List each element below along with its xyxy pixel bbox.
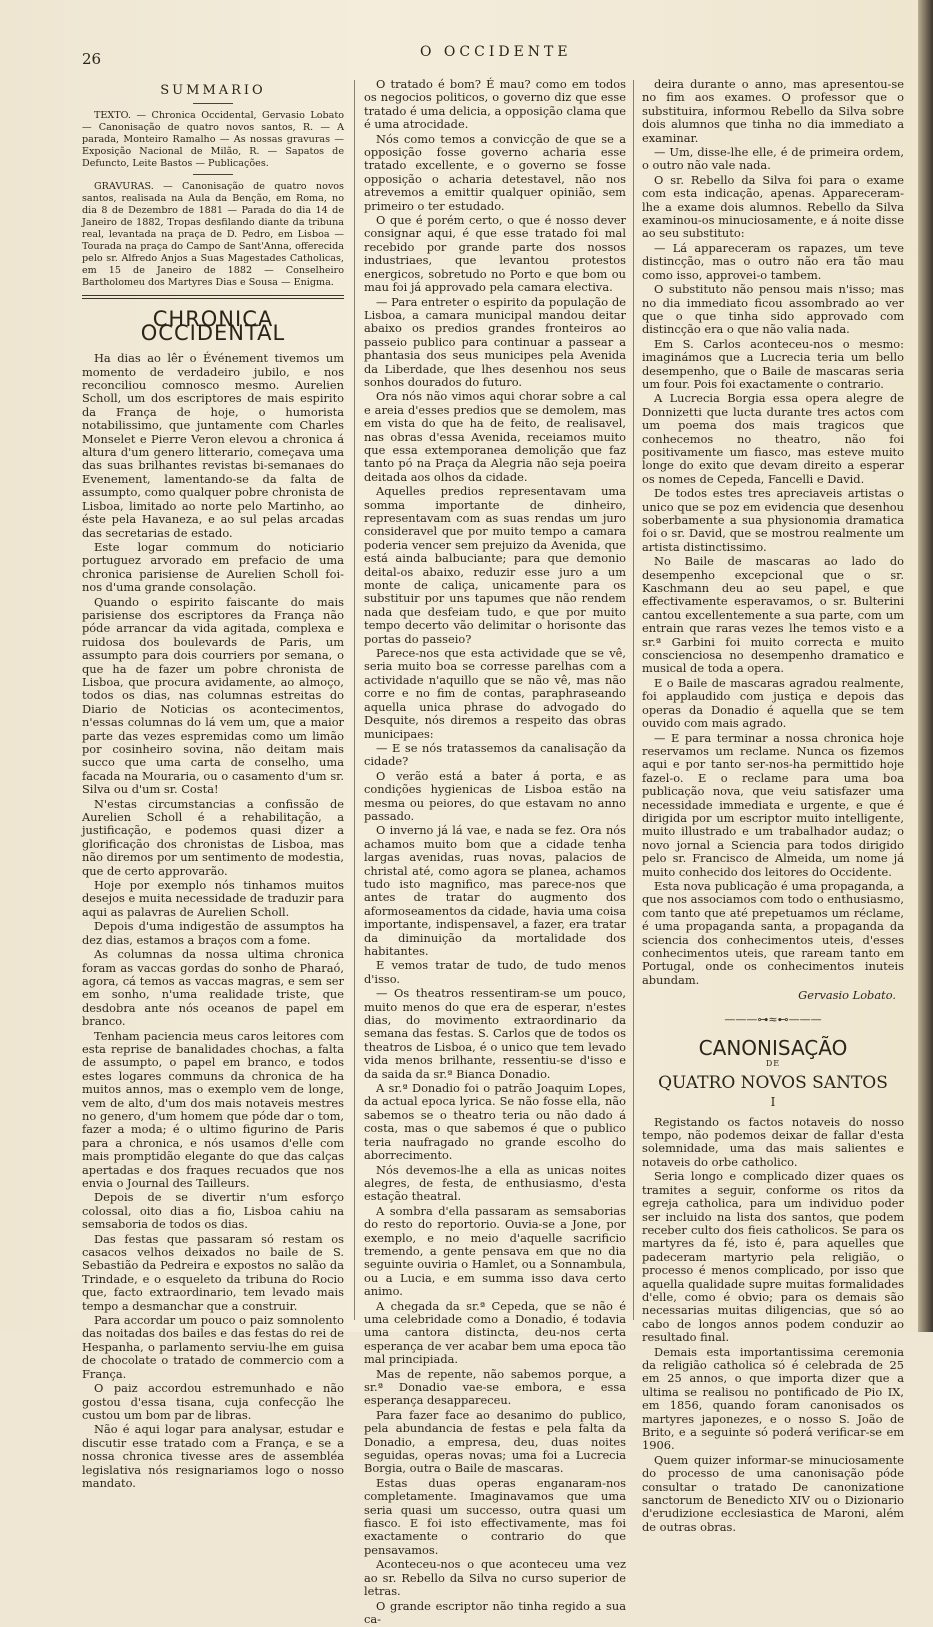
paragraph: O sr. Rebello da Silva foi para o exame com esta indicação, apenas. Appareceram-lhe a exame dois alumnos. Rebello da Silva examinou-os minuciosamente, e á noite disse ao seu substituto:	[642, 172, 904, 241]
paragraph: Esta nova publicação é uma propaganda, a que nos associamos com todo o enthusiasmo, com tanto que até prepetuamos um réclame, é uma propaganda santa, a propaganda da sciencia dos conhecimentos uteis, d'esses conhecimentos uteis, que raream tanto em Portugal, onde os conhecimentos inuteis abundam.	[642, 878, 905, 987]
divider	[193, 174, 233, 175]
sumario-title: SUMMARIO	[160, 83, 266, 98]
paragraph: — Os theatros ressentiram-se um pouco, muito menos do que era de esperar, n'estes dias, do movimento extraordinario da semana das festas. S. Carlos que de todos os theatros de Lisboa, é o unico que tem levado vida menos brilhante, ressentiu-se d'isso e da saida da sr.ª Bianca Donadio.	[364, 986, 626, 1081]
paragraph: Para accordar um pouco o paiz somnolento das noitadas dos bailes e das festas do rei de Hespanha, o parlamento serviu-lhe em guisa de chocolate o tratado de commercio com a França.	[82, 1313, 344, 1381]
paragraph: No Baile de mascaras ao lado do desempenho excepcional que o sr. Kaschmann deu ao seu papel, e que effectivamente esperavamos, o sr. Bulterini cantou excellentemente a sua parte, com um entrain que raras vezes lhe temos visto e a sr.ª Garbini foi muito correcta e muito conscienciosa no desempenho dramatico e musical de toda a opera.	[642, 554, 904, 676]
paragraph: Em S. Carlos aconteceu-nos o mesmo: imaginámos que a Lucrecia teria um bello desempenho, que o Baile de mascaras seria um four. Pois foi exactamente o contrario.	[642, 336, 904, 391]
paragraph: E vemos tratar de tudo, de tudo menos d'isso.	[364, 958, 626, 986]
paragraph: E o Baile de mascaras agradou realmente, foi applaudido com justiça e depois das operas da Donadio é aquella que se tem ouvido com mais agrado.	[642, 675, 904, 731]
page-edge	[918, 0, 933, 1332]
paragraph: O substituto não pensou mais n'isso; mas no dia immediato ficou assombrado ao ver que o que tinha sido approvado com distincção era o que não valia nada.	[642, 282, 904, 337]
page-number: 26	[82, 50, 102, 68]
canonisacao-title: CANONISAÇÃO	[698, 1036, 848, 1061]
paragraph: N'estas circumstancias a confissão de Aurelien Scholl é a rehabilitação, a justificação, e podemos quasi dizer a glorificação dos chronistas de Lisboa, mas não diremos por um sentimento de modestia, que de certo approvarão.	[82, 796, 344, 878]
paragraph: O que é porém certo, o que é nosso dever consignar aqui, é que esse tratado foi mal recebido por grande parte dos nossos industriaes, que levantou protestos energicos, sobretudo no Porto e que bom ou mau foi já approvado pela camara electiva.	[364, 213, 626, 295]
paragraph: A Lucrecia Borgia essa opera alegre de Donnizetti que lucta durante tres actos com um poema dos mais tragicos que conhecemos no theatro, não foi positivamente um fiasco, mas esteve muito longe do exito que devam direito a esperar os nomes de Cepeda, Fancelli e David.	[642, 391, 904, 486]
paragraph: Para fazer face ao desanimo do publico, pela abundancia de festas e pela falta da Donadio, a empresa, deu, duas noites seguidas, operas novas; uma foi a Lucrecia Borgia, outra o Baile de mascaras.	[364, 1407, 626, 1476]
paragraph: Ora nós não vimos aqui chorar sobre a cal e areia d'esses predios que se demolem, mas em vista do que ha de feito, de realisavel, nas obras d'essa Avenida, receiamos muito que essa extemporanea demolição que faz tanto pó na Praça da Alegria não seja poeira deitada aos olhos da cidade.	[364, 389, 626, 484]
paragraph: A sr.ª Donadio foi o patrão Joaquim Lopes, da actual epoca lyrica. Se não fosse ella, não sabemos se o theatro teria ou não dado á costa, mas o que sabemos é que o publico teria naufragado no grande escolho do aborrecimento.	[364, 1081, 626, 1163]
section-number: I	[770, 1095, 776, 1110]
paragraph: Ha dias ao lêr o Événement tivemos um momento de verdadeiro jubilo, e nos reconciliou comnosco mesmo. Aurelien Scholl, um dos escriptores de mais espirito da França de hoje, o humorista notabilissimo, que juntamente com Charles Monselet e Pierre Veron elevou a chronica á altura d'um genero litterario, começava uma das suas brilhantes revistas bi-semanaes do Evenement, lamentando-se da falta de assumpto, como qualquer pobre chronista de Lisboa, limitado ao norte pelo Martinho, ao éste pela Havaneza, e ao sul pelas arcadas das secretarias de estado.	[82, 351, 344, 540]
paragraph: Mas de repente, não sabemos porque, a sr.ª Donadio vae-se embora, e essa esperança desappareceu.	[364, 1366, 626, 1408]
journal-title: O OCCIDENTE	[420, 44, 572, 60]
column-rule	[354, 80, 355, 1320]
paragraph: Aconteceu-nos o que aconteceu uma vez ao sr. Rebello da Silva no curso superior de letras.	[364, 1557, 626, 1599]
paragraph: O inverno já lá vae, e nada se fez. Ora nós achamos muito bom que a cidade tenha largas avenidas, ruas novas, palacios de christal até, como agora se planea, achamos tudo isto magnifico, mas parece-nos que antes de tratar do augmento dos aformoseamentos da cidade, havia uma coisa importante, indispensavel, a fazer, era tratar da diminuição da mortalidade dos habitantes.	[364, 823, 626, 958]
ornament-divider: ———⊶≈⊷———	[724, 1012, 822, 1026]
paragraph: Parece-nos que esta actividade que se vê, seria muito boa se corresse parelhas com a actividade n'aquillo que se não vê, mas não corre e no fim de contas, paraphraseando aquella unica phrase do advogado do Desquite, nós diremos a respeito das obras municipaes:	[364, 646, 626, 741]
paragraph: Das festas que passaram só restam os casacos velhos deixados no baile de S. Sebastião da Pedreira e expostos no salão da Trindade, e o esqueleto da tribuna do Rocio que, facto extraordinario, tem levado mais tempo a desmanchar que a construir.	[82, 1231, 344, 1313]
paragraph: Seria longo e complicado dizer quaes os tramites a seguir, conforme os ritos da egreja catholica, para um individuo poder ser incluido na lista dos santos, que podem receber culto dos fieis catholicos. Se para os martyres da fé, isto é, para aquelles que padeceram martyrio pela religião, o processo é menos complicado, por isso que aquella qualidade supre muitas formalidades d'elle, como é obvio; para os demais são necessarias muitas diligencias, que só ao cabo de longos annos podem conduzir ao resultado final.	[642, 1169, 904, 1345]
paragraph: O grande escriptor não tinha regido a sua ca-	[364, 1598, 626, 1626]
column-rule	[633, 80, 634, 1320]
paragraph: Estas duas operas enganaram-nos completamente. Imaginavamos que uma seria quasi um successo, outra quasi um fiasco. E foi isto effectivamente, mas foi exactamente o contrario do que pensavamos.	[364, 1475, 626, 1557]
signature: Gervasio Lobato.	[798, 988, 896, 1003]
paragraph: Não é aqui logar para analysar, estudar e discutir esse tratado com a França, e se a nossa chronica tivesse ares de assembléa legislativa nós resignariamos logo o nosso mandato.	[82, 1422, 344, 1490]
divider	[193, 103, 233, 104]
paragraph: O tratado é bom? É mau? como em todos os negocios politicos, o governo diz que esse tratado é uma delicia, a opposição clama que é uma atrocidade.	[364, 77, 626, 132]
paragraph: Demais esta importantissima ceremonia da religião catholica só é celebrada de 25 em 25 annos, o que importa dizer que a ultima se realisou no pontificado de Pio IX, em 1856, quando foram canonisados os martyres japonezes, e o nosso S. João de Brito, e a seguinte só poderá verificar-se em 1906.	[642, 1344, 904, 1453]
paragraph: A chegada da sr.ª Cepeda, que se não é uma celebridade como a Donadio, é todavia uma cantora distincta, deu-nos certa esperança de ver acabar bem uma epoca tão mal principiada.	[364, 1298, 626, 1367]
section-divider	[82, 295, 344, 299]
chronica-col1-body	[82, 352, 344, 1490]
canonisacao-de: DE	[765, 1059, 781, 1069]
canonisacao-subtitle: QUATRO NOVOS SANTOS	[658, 1072, 888, 1093]
paragraph: Este logar commum do noticiario portuguez arvorado em prefacio de uma chronica parisiense de Aurelien Scholl foi-nos d'uma grande consolação.	[82, 539, 344, 595]
paragraph: Quando o espirito faiscante do mais parisiense dos escriptores da França não póde arrancar da vida agitada, complexa e ruidosa dos boulevards de Paris, um assumpto para dois courriers por semana, o que ha de fazer um pobre chronista de Lisboa, que procura avidamente, ao almoço, todos os dias, nas columnas estreitas do Diario de Noticias os acontecimentos, n'essas columnas do lá vem um, que a maior parte das vezes espremidas como um limão por cosinheiro sovina, não deitam mais succo que uma carta de conselho, uma facada na Mouraria, ou o casamento d'um sr. Silva ou d'um sr. Costa!	[82, 594, 344, 797]
column-1	[82, 78, 344, 1491]
paragraph: Registando os factos notaveis do nosso tempo, não podemos deixar de fallar d'esta solemnidade, uma das mais salientes e notaveis do orbe catholico.	[642, 1114, 904, 1169]
paragraph: Depois de se divertir n'um esforço colossal, oito dias a fio, Lisboa cahiu na semsaboria de todos os dias.	[82, 1190, 344, 1232]
column-3	[642, 78, 904, 1535]
paragraph: O verão está a bater á porta, e as condições hygienicas de Lisboa estão na mesma ou peiores, do que estavam no anno passado.	[364, 768, 626, 823]
sumario-gravuras: GRAVURAS. — Canonisação de quatro novos santos, realisada na Aula da Benção, em Roma, no dia 8 de Dezembro de 1881 — Parada do dia 14 de Janeiro de 1882, Tropas desfilando diante da tribuna real, levantada na praça de D. Pedro, em Lisboa — Tourada na praça do Campo de Sant'Anna, offerecida pelo sr. Alfredo Anjos a Suas Magestades Catholicas, em 15 de Janeiro de 1882 — Conselheiro Bartholomeu dos Martyres Dias e Sousa — Enigma.	[82, 181, 344, 289]
chronica-title: CHRONICA OCCIDENTAL	[140, 307, 286, 345]
paragraph: O paiz accordou estremunhado e não gostou d'essa tisana, cuja confecção lhe custou um bom par de libras.	[82, 1381, 344, 1422]
paragraph: Nós como temos a convicção de que se a opposição fosse governo acharia esse tratado excellente, e o governo se fosse opposição o acharia detestavel, não nos atrevemos a emittir qualquer opinião, sem primeiro o ter estudado.	[364, 131, 626, 213]
paragraph: Tenham paciencia meus caros leitores com esta reprise de banalidades chochas, a falta de assumpto, o papel em branco, e todos estes logares communs da chronica de ha muitos annos, mas o exemplo vem de longe, vem de alto, d'um dos mais notaveis mestres no genero, d'um homem que póde dar o tom, fazer a moda; é o ultimo figurino de Paris para a chronica, e nós usamos d'elle com mais promptidão elegante do que das calças apertadas e dos fraques recuados que nos envia o Journal des Tailleurs.	[82, 1028, 344, 1190]
paragraph: A sombra d'ella passaram as semsaborias do resto do reportorio. Ouvia-se a Jone, por exemplo, e no meio d'aquelle sacrificio tremendo, a gente pensava em que no dia seguinte ouviria o Hamlet, ou a Sonnambula, ou a Lucia, e em summa isso dava certo animo.	[364, 1203, 626, 1299]
paragraph: As columnas da nossa ultima chronica foram as vaccas gordas do sonho de Pharaó, agora, cá temos as vaccas magras, e sem ser em sonho, n'uma realidade triste, que desdobra ante nós oceanos de papel em branco.	[82, 947, 344, 1029]
column-2	[364, 78, 626, 1627]
paragraph: Aquelles predios representavam uma somma importante de dinheiro, representavam com as suas rendas um juro consideravel que por muito tempo a camara poderia vencer sem prejuizo da Avenida, que está ainda balbuciante; para que demonio deital-os abaixo, reduzir esse juro a um monte de caliça, unicamente para os substituir por uns tapumes que não rendem nada que desfeiam tudo, e que por muito tempo decerto vão delimitar o horisonte das portas do passeio?	[364, 484, 626, 646]
paragraph: — Para entreter o espirito da população de Lisboa, a camara municipal mandou deitar abaixo os predios grandes fronteiros ao passeio publico para continuar a passear a phantasia dos seus municipes pela Avenida da Liberdade, que lhes desenhou nos seus sonhos dourados do futuro.	[364, 294, 626, 389]
paragraph: Quem quizer informar-se minuciosamente do processo de uma canonisação póde consultar o tratado De canonizatione sanctorum de Benedicto XIV ou o Dizionario d'erudizione ecclesiastica de Maroni, além de outras obras.	[642, 1452, 904, 1534]
paragraph: deira durante o anno, mas apresentou-se no fim aos exames. O professor que o substituira, informou Rebello da Silva sobre dois alumnos que tinha no dia immediato a examinar.	[642, 77, 904, 145]
paragraph: Nós devemos-lhe a ella as unicas noites alegres, de festa, de enthusiasmo, d'esta estação theatral.	[364, 1162, 626, 1204]
paragraph: Hoje por exemplo nós tinhamos muitos desejos e muita necessidade de traduzir para aqui as palavras de Aurelien Scholl.	[82, 878, 344, 919]
paragraph: — Lá appareceram os rapazes, um teve distincção, mas o outro não era tão mau como isso, approvei-o tambem.	[642, 240, 904, 282]
paragraph: Depois d'uma indigestão de assumptos ha dez dias, estamos a braços com a fome.	[82, 919, 344, 947]
paragraph: — E se nós tratassemos da canalisação da cidade?	[364, 740, 626, 769]
sumario-texto: TEXTO. — Chronica Occidental, Gervasio Lobato — Canonisação de quatro novos santos, R. — A parada, Monteiro Ramalho — As nossas gravuras — Exposição Nacional de Milão, R. — Sapatos de Defuncto, Leite Bastos — Publicações.	[82, 110, 344, 170]
paragraph: — E para terminar a nossa chronica hoje reservamos um reclame. Nunca os fizemos aqui e por tanto ser-nos-ha permittido hoje fazel-o. E o reclame para uma boa publicação nova, que veiu satisfazer uma necessidade immediata e urgente, e que é dirigida por um escriptor muito intelligente, muito illustrado e um trabalhador audaz; o novo jornal a Sciencia para todos dirigido pelo sr. Francisco de Almeida, um nome já muito conhecido dos leitores do Occidente.	[642, 730, 904, 879]
paragraph: — Um, disse-lhe elle, é de primeira ordem, o outro não vale nada.	[642, 145, 904, 173]
paragraph: De todos estes tres apreciaveis artistas o unico que se poz em evidencia que desenhou soberbamente a sua physionomia dramatica foi o sr. David, que se mostrou realmente um artista distinctissimo.	[642, 486, 904, 554]
